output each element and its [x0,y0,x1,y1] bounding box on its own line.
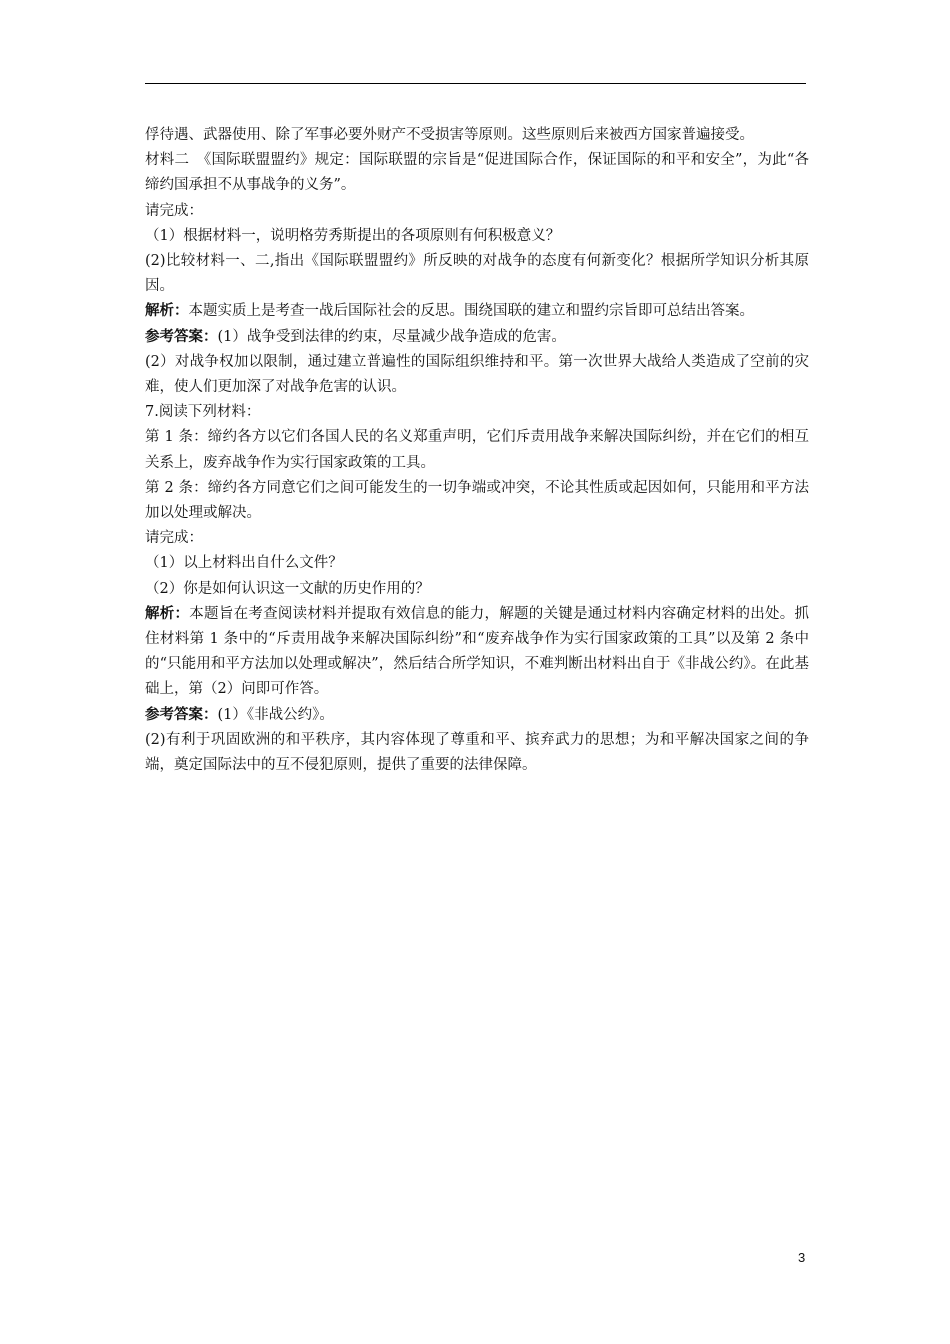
paragraph-text: (1）《非战公约》。 [217,706,334,723]
paragraph-text: 请完成： [145,530,203,547]
paragraph-text: （1）根据材料一，说明格劳秀斯提出的各项原则有何积极意义？ [145,227,561,244]
paragraph-text: 本题实质上是考查一战后国际社会的反思。围绕国联的建立和盟约宗旨即可总结出答案。 [188,303,754,320]
paragraph-text: (2）对战争权加以限制，通过建立普遍性的国际组织维持和平。第一次世界大战给人类造成了空前的灾难，使人们更加深了对战争危害的认识。 [145,353,809,396]
paragraph-text: （1）以上材料出自什么文件？ [145,555,343,572]
paragraph [145,400,809,425]
paragraph [145,602,809,703]
paragraph [145,728,809,778]
paragraph [145,199,809,224]
paragraph-text: 俘待遇、武器使用、除了军事必要外财产不受损害等原则。这些原则后来被西方国家普遍接受。 [145,127,754,143]
paragraph [145,703,809,728]
paragraph-lead: 解析： [145,605,190,622]
paragraph-lead: 参考答案： [145,328,218,345]
paragraph [145,299,809,324]
paragraph-text: 第 2 条：缔约各方同意它们之间可能发生的一切争端或冲突，不论其性质或起因如何，只能用和平方法加以处理或解决。 [145,479,809,522]
header-rule [145,83,806,84]
document-body [145,123,809,778]
paragraph-text: (1）战争受到法律的约束，尽量减少战争造成的危害。 [217,328,566,345]
paragraph [145,224,809,249]
paragraph [145,350,809,400]
paragraph-text: （2）你是如何认识这一文献的历史作用的？ [145,580,430,597]
paragraph-lead: 解析： [145,303,189,320]
paragraph [145,249,809,299]
paragraph [145,551,809,576]
paragraph-text: 7.阅读下列材料： [145,404,261,421]
paragraph-text: 本题旨在考查阅读材料并提取有效信息的能力，解题的关键是通过材料内容确定材料的出处。抓住材料第 1 条中的“斥责用战争来解决国际纠纷”和“废弃战争作为实行国家政策的工具”以及第 2 条中的“只能用和平方法加以处理或解决”，然后结合所学知识，不难判断出材料出自于《非战公约》。在此基础上，第（2）问即可作答。 [145,605,810,698]
page-number: 3 [798,1250,806,1265]
paragraph-lead: 参考答案： [145,706,218,723]
paragraph-text: 材料二 《国际联盟盟约》规定：国际联盟的宗旨是“促进国际合作，保证国际的和平和安全”，为此“各缔约国承担不从事战争的义务”。 [145,152,809,194]
paragraph [145,425,809,475]
paragraph-text: 第 1 条：缔约各方以它们各国人民的名义郑重声明，它们斥责用战争来解决国际纠纷，并在它们的相互关系上，废弃战争作为实行国家政策的工具。 [145,429,809,471]
paragraph [145,148,809,198]
paragraph-text: (2)有利于巩固欧洲的和平秩序，其内容体现了尊重和平、摈弃武力的思想；为和平解决国家之间的争端，奠定国际法中的互不侵犯原则，提供了重要的法律保障。 [145,731,809,774]
paragraph [145,325,809,350]
paragraph [145,123,809,148]
paragraph-text: (2)比较材料一、二,指出《国际联盟盟约》所反映的对战争的态度有何新变化？根据所学知识分析其原因。 [145,253,809,295]
paragraph [145,476,809,526]
paragraph [145,577,809,602]
paragraph-text: 请完成： [145,202,203,219]
paragraph [145,526,809,551]
